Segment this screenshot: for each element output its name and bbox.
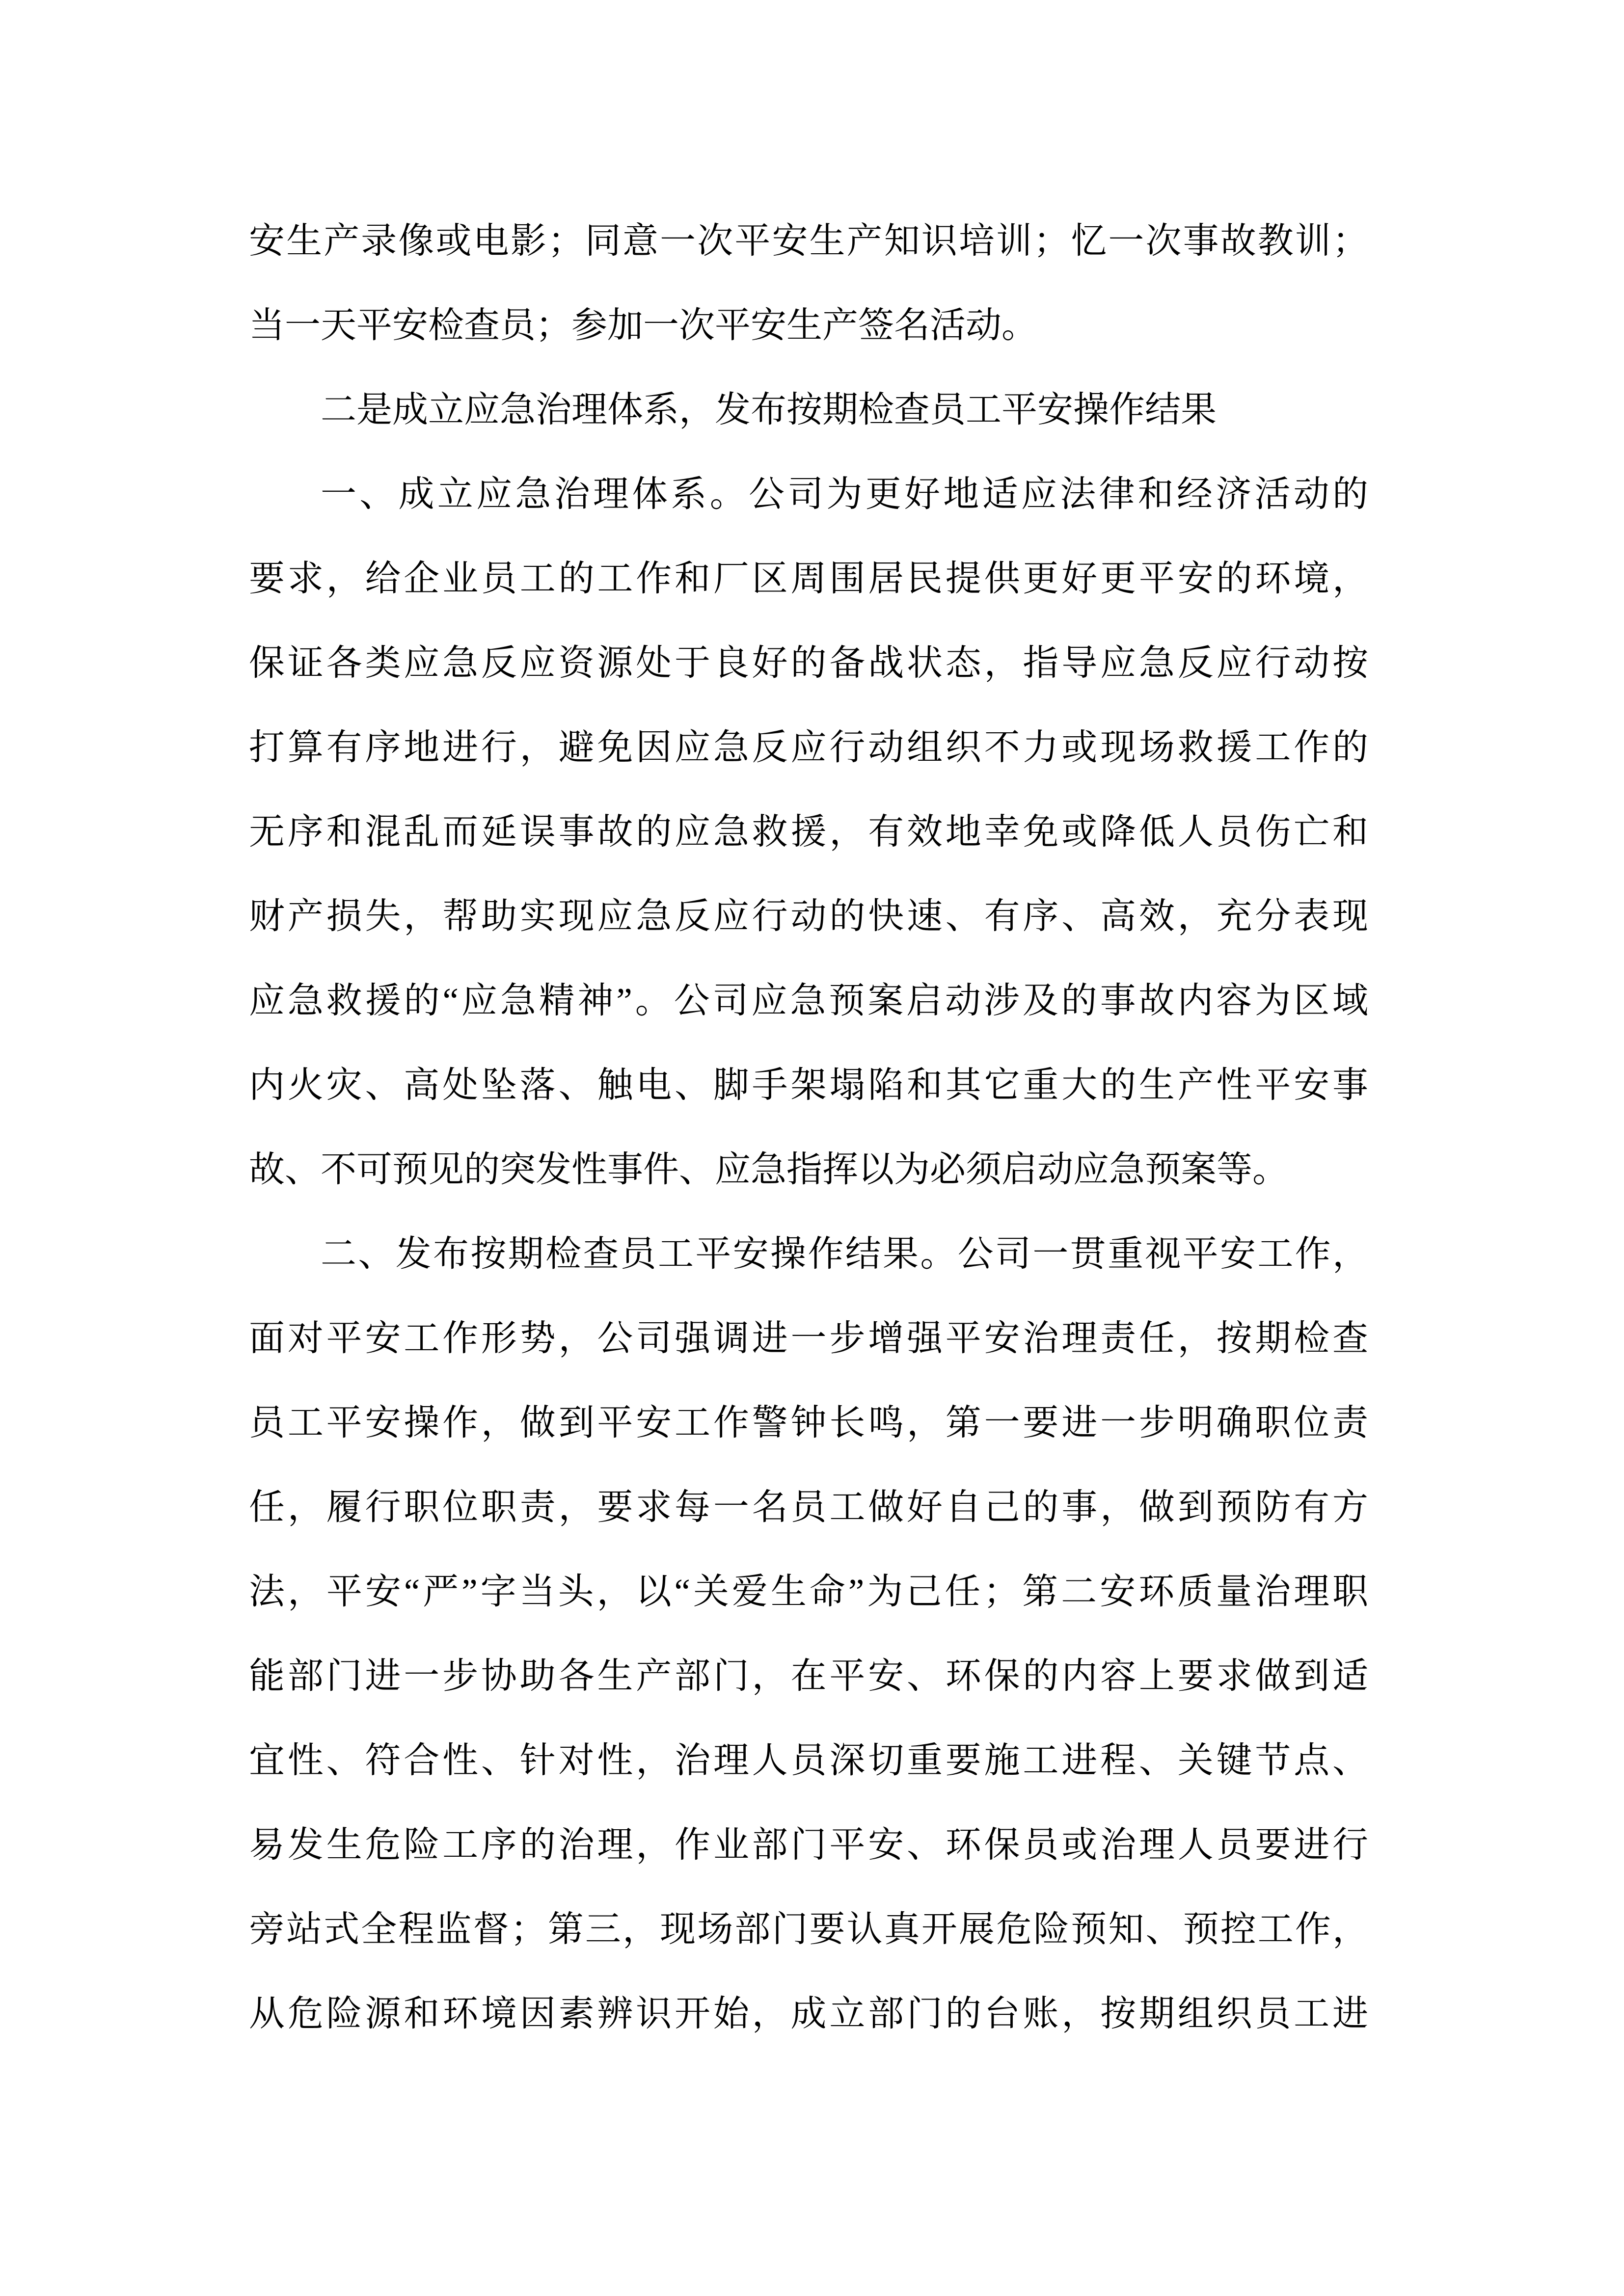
text-line: 员工平安操作，做到平安工作警钟长鸣，第一要进一步明确职位责 — [249, 1403, 1368, 1442]
text-line: 保证各类应急反应资源处于良好的备战状态，指导应急反应行动按 — [249, 643, 1368, 683]
text-line: 内火灾、高处坠落、触电、脚手架塌陷和其它重大的生产性平安事 — [249, 1065, 1368, 1105]
text-line: 旁站式全程监督；第三，现场部门要认真开展危险预知、预控工作， — [249, 1909, 1368, 1949]
text-line: 要求，给企业员工的工作和厂区周围居民提供更好更平安的环境， — [249, 559, 1368, 598]
text-line: 易发生危险工序的治理，作业部门平安、环保员或治理人员要进行 — [249, 1825, 1368, 1865]
text-line: 能部门进一步协助各生产部门，在平安、环保的内容上要求做到适 — [249, 1656, 1368, 1696]
text-line: 从危险源和环境因素辨识开始，成立部门的台账，按期组织员工进 — [249, 1994, 1368, 2033]
text-line: 法，平安“严”字当头，以“关爱生命”为己任；第二安环质量治理职 — [249, 1572, 1368, 1611]
text-line: 应急救援的“应急精神”。公司应急预案启动涉及的事故内容为区域 — [249, 981, 1368, 1020]
text-line: 安生产录像或电影；同意一次平安生产知识培训；忆一次事故教训； — [249, 221, 1368, 261]
text-line: 二、发布按期检查员工平安操作结果。公司一贯重视平安工作， — [321, 1234, 1368, 1274]
text-line: 一、成立应急治理体系。公司为更好地适应法律和经济活动的 — [321, 474, 1368, 514]
text-line: 无序和混乱而延误事故的应急救援，有效地幸免或降低人员伤亡和 — [249, 812, 1368, 852]
text-block — [249, 199, 1368, 2056]
text-line: 财产损失，帮助实现应急反应行动的快速、有序、高效，充分表现 — [249, 896, 1368, 936]
text-line: 故、不可预见的突发性事件、应急指挥以为必须启动应急预案等。 — [249, 1149, 1288, 1189]
text-line: 面对平安工作形势，公司强调进一步增强平安治理责任，按期检查 — [249, 1318, 1368, 1358]
text-line: 宜性、符合性、针对性，治理人员深切重要施工进程、关键节点、 — [249, 1740, 1368, 1780]
text-line: 任，履行职位职责，要求每一名员工做好自己的事，做到预防有方 — [249, 1487, 1368, 1527]
text-line: 当一天平安检查员；参加一次平安生产签名活动。 — [249, 305, 1037, 345]
text-line: 打算有序地进行，避免因应急反应行动组织不力或现场救援工作的 — [249, 727, 1368, 767]
text-line: 二是成立应急治理体系，发布按期检查员工平安操作结果 — [321, 390, 1217, 429]
